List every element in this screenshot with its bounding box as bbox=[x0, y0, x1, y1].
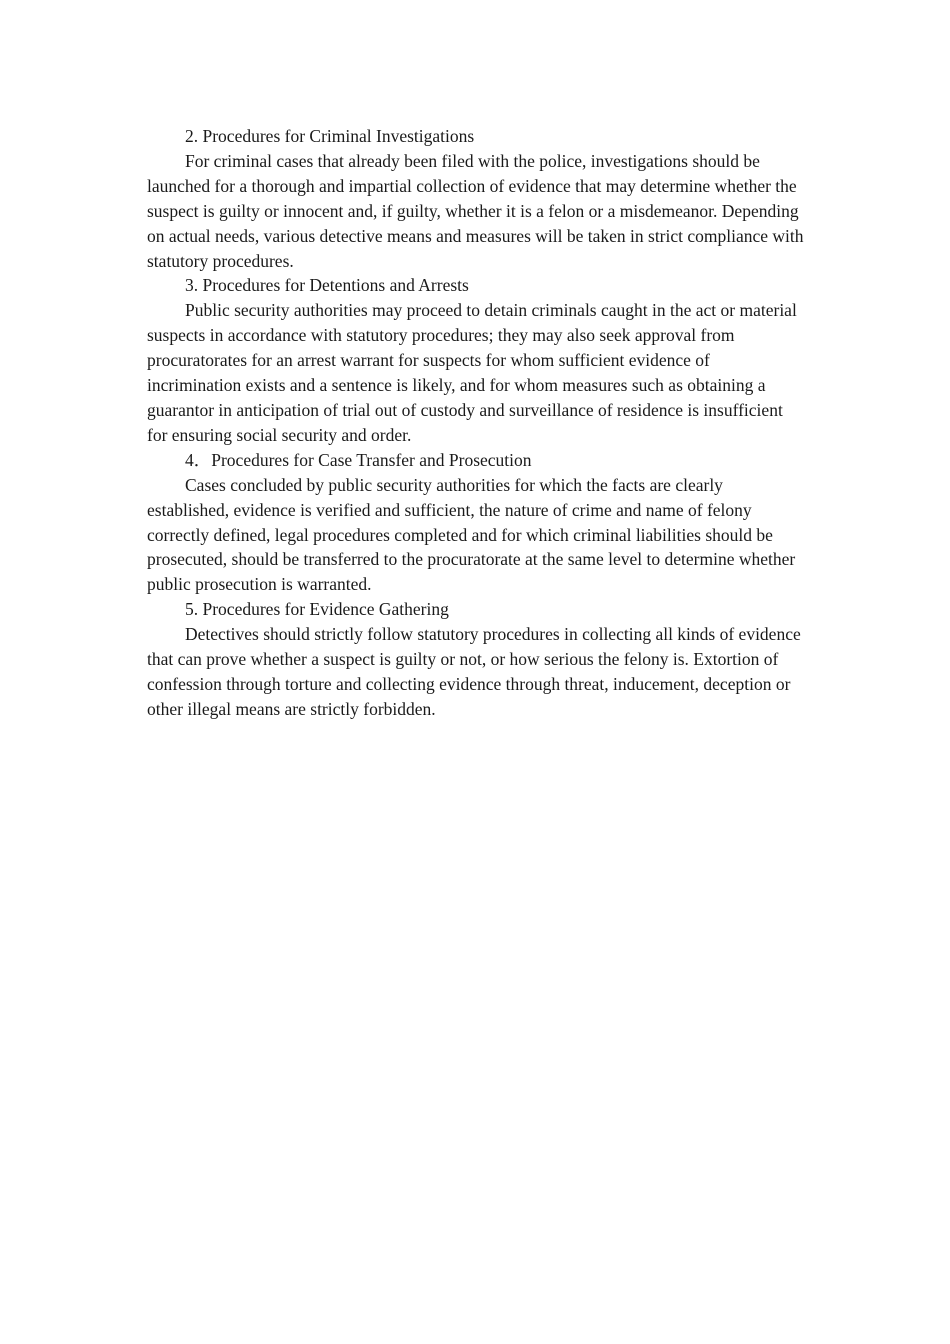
section-heading-evidence-gathering: 5. Procedures for Evidence Gathering bbox=[185, 599, 449, 620]
section-body-case-transfer: Cases concluded by public security authorities for which the facts are clearly established, evidence is verified and sufficient, the nature of crime and name of felony correctly defined, legal procedures completed and for which criminal liabilities should be prosecuted, should be transferred to the procuratorate at the same level to determine whether public prosecution is warranted. bbox=[147, 474, 796, 595]
section-heading-criminal-investigations: 2. Procedures for Criminal Investigations bbox=[185, 126, 475, 146]
section-body-evidence-gathering: Detectives should strictly follow statutory procedures in collecting all kinds of evidence that can prove whether a suspect is guilty or not, or how serious the felony is. Extortion of confession through torture and collecting evidence through threat, inducement, deception or other illegal means are strictly forbidden. bbox=[147, 624, 801, 719]
section-body-detentions-arrests: Public security authorities may proceed to detain criminals caught in the act or material suspects in accordance with statutory procedures; they may also seek approval from procuratorates for an arrest warrant for suspects for whom sufficient evidence of incrimination exists and a sentence is likely, and for whom measures such as obtaining a guarantor in anticipation of trial out of custody and surveillance of residence is insufficient for ensuring social security and order. bbox=[147, 300, 797, 445]
section-heading-detentions-arrests: 3. Procedures for Detentions and Arrests bbox=[185, 275, 469, 296]
section-heading-case-transfer: 4．Procedures for Case Transfer and Prosecution bbox=[185, 449, 532, 470]
document-page bbox=[147, 124, 807, 722]
section-body-criminal-investigations: For criminal cases that already been filed with the police, investigations should be launched for a thorough and impartial collection of evidence that may determine whether the suspect is guilty or innocent and, if guilty, whether it is a felon or a misdemeanor. Depending on actual needs, various detective means and measures will be taken in strict compliance with statutory procedures. bbox=[147, 150, 804, 271]
